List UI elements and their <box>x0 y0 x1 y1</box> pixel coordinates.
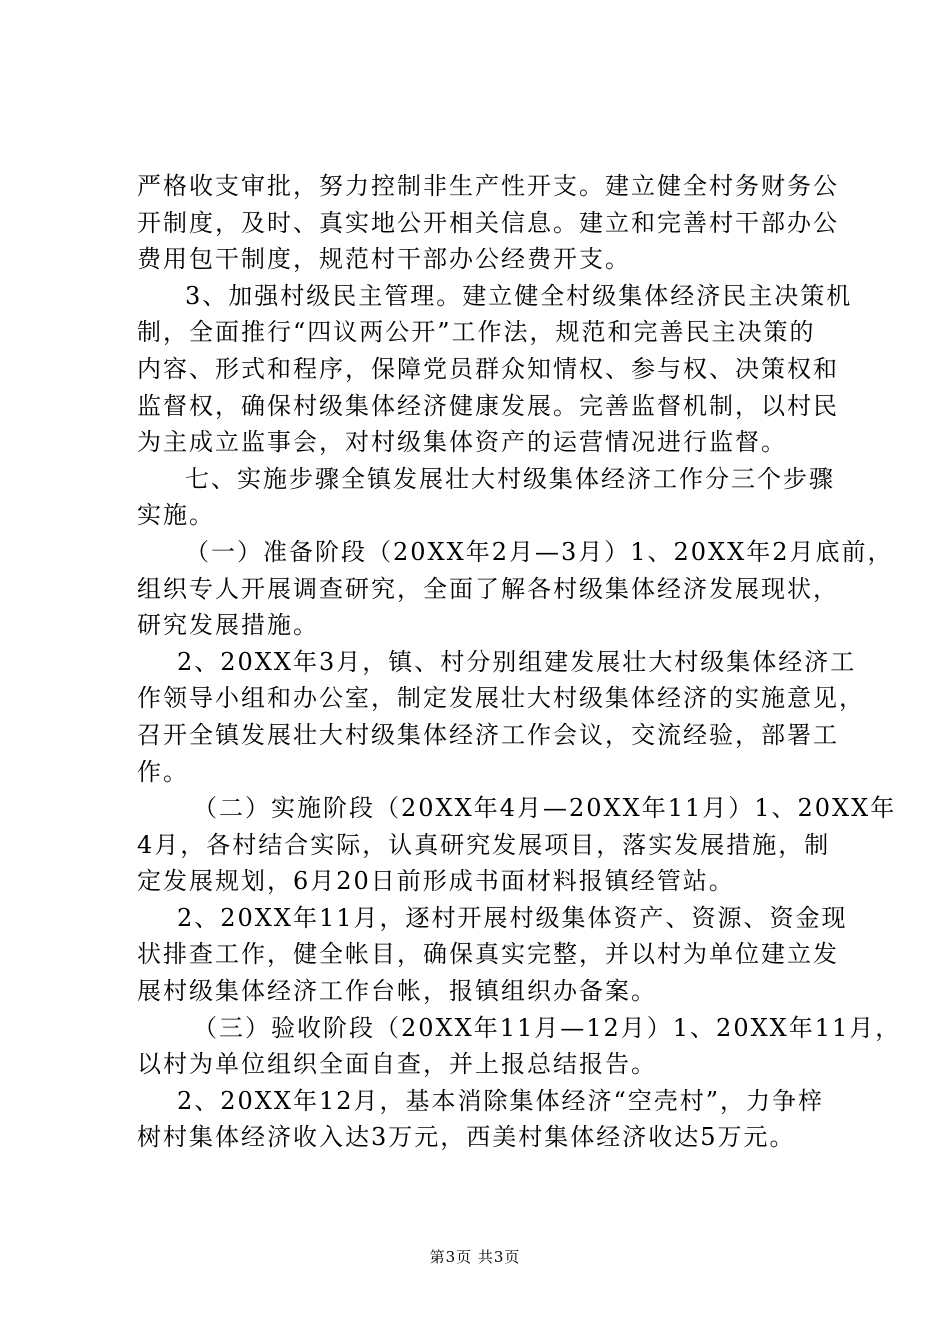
text-line: 2、20XX年3月，镇、村分别组建发展壮大村级集体经济工 <box>177 647 857 676</box>
text-line: 4月，各村结合实际，认真研究发展项目，落实发展措施，制 <box>137 830 831 859</box>
text-line: 树村集体经济收入达3万元，西美村集体经济收达5万元。 <box>137 1123 796 1152</box>
text-line: 开制度，及时、真实地公开相关信息。建立和完善村干部办公 <box>137 208 839 237</box>
text-line: （二）实施阶段（20XX年4月—20XX年11月）1、20XX年 <box>193 794 897 823</box>
text-line: 作。 <box>137 757 189 786</box>
text-line: 2、20XX年12月，基本消除集体经济“空壳村”，力争梓 <box>177 1086 825 1115</box>
text-line: 为主成立监事会，对村级集体资产的运营情况进行监督。 <box>137 428 787 457</box>
document-body <box>137 168 902 1156</box>
text-line: 研究发展措施。 <box>137 611 319 640</box>
text-line: 严格收支审批，努力控制非生产性开支。建立健全村务财务公 <box>137 172 839 200</box>
text-line: 监督权，确保村级集体经济健康发展。完善监督机制，以村民 <box>137 391 839 420</box>
text-line: 实施。 <box>137 501 215 530</box>
text-line: 以村为单位组织全面自查，并上报总结报告。 <box>137 1050 657 1079</box>
text-line: 定发展规划，6月20日前形成书面材料报镇经管站。 <box>137 867 735 896</box>
text-line: 状排查工作，健全帐目，确保真实完整，并以村为单位建立发 <box>137 940 839 969</box>
text-line: （一）准备阶段（20XX年2月—3月）1、20XX年2月底前， <box>185 537 894 566</box>
text-line: 召开全镇发展壮大村级集体经济工作会议，交流经验，部署工 <box>137 720 839 749</box>
text-line: 2、20XX年11月，逐村开展村级集体资产、资源、资金现 <box>177 903 848 932</box>
text-line: 费用包干制度，规范村干部办公经费开支。 <box>137 245 631 274</box>
page-number-footer: 第3页 共3页 <box>429 1248 521 1266</box>
text-line: 组织专人开展调查研究，全面了解各村级集体经济发展现状， <box>137 574 839 603</box>
text-line: 作领导小组和办公室，制定发展壮大村级集体经济的实施意见， <box>137 684 865 713</box>
text-line: （三）验收阶段（20XX年11月—12月）1、20XX年11月， <box>193 1013 902 1042</box>
text-line: 七、实施步骤全镇发展壮大村级集体经济工作分三个步骤 <box>185 464 835 493</box>
text-line: 展村级集体经济工作台帐，报镇组织办备案。 <box>137 977 657 1006</box>
text-line: 3、加强村级民主管理。建立健全村级集体经济民主决策机 <box>185 281 853 310</box>
text-line: 制，全面推行“四议两公开”工作法，规范和完善民主决策的 <box>137 318 816 347</box>
text-line: 内容、形式和程序，保障党员群众知情权、参与权、决策权和 <box>137 354 839 383</box>
